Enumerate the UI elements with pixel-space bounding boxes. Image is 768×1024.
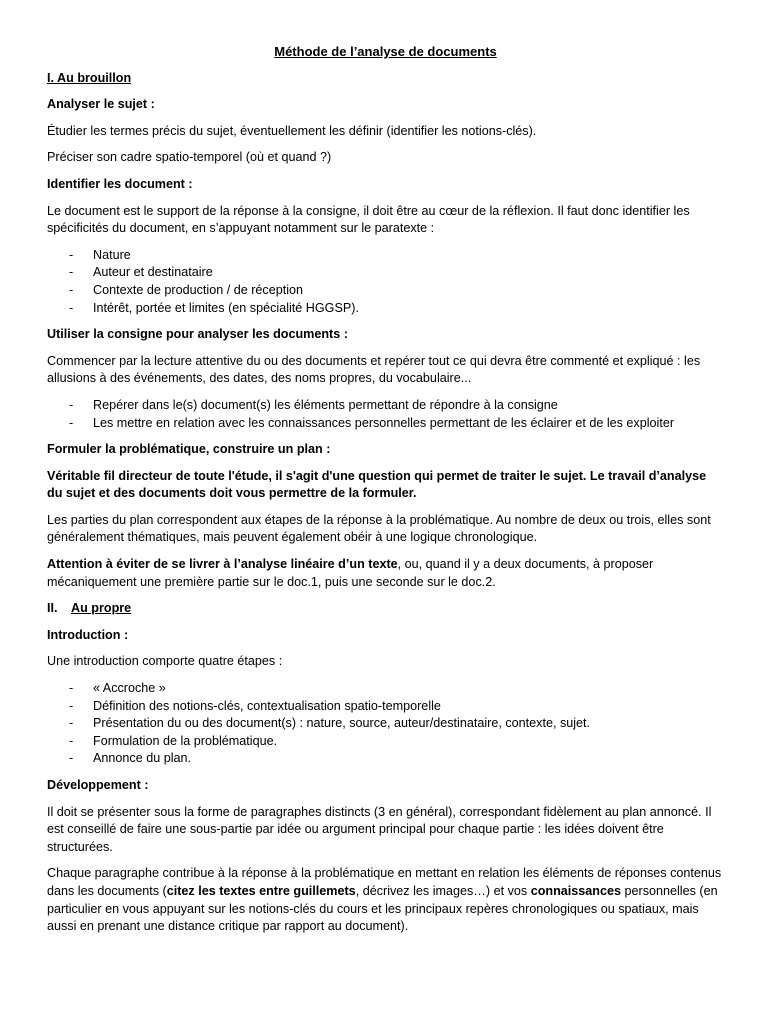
- list-item: - Auteur et destinataire: [47, 264, 724, 282]
- introduction-heading: Introduction :: [47, 627, 129, 642]
- list-item: - Définition des notions-clés, contextualisation spatio-temporelle: [47, 698, 724, 716]
- problematique-paragraph-2: Les parties du plan correspondent aux étapes de la réponse à la problématique. Au nombre de deux ou trois, elles sont généralement thématiques, mais peuvent également obéir à une logique chronologique.: [47, 512, 711, 545]
- analyser-paragraph-2: Préciser son cadre spatio-temporel (où et quand ?): [47, 150, 332, 165]
- problematique-paragraph-1: Véritable fil directeur de toute l'étude, il s'agit d'une question qui permet de traiter le sujet. Le travail d’analyse du sujet et des documents doit vous permettre de la formuler.: [47, 468, 707, 501]
- consigne-paragraph: Commencer par la lecture attentive du ou des documents et repérer tout ce qui devra être commenté et expliqué : les allusions à des événements, des dates, des noms propres, du vocabulaire...: [47, 353, 701, 386]
- section-2-title: Au propre: [71, 601, 132, 616]
- list-item: - Repérer dans le(s) document(s) les éléments permettant de répondre à la consigne: [47, 397, 724, 415]
- introduction-paragraph: Une introduction comporte quatre étapes :: [47, 654, 283, 669]
- warning-text: Attention à éviter de se livrer à l’analyse linéaire d’un texte: [47, 557, 398, 572]
- problematique-heading: Formuler la problématique, construire un plan :: [47, 442, 331, 457]
- dev-text-d: connaissances: [530, 883, 621, 898]
- list-item: - « Accroche »: [47, 680, 724, 698]
- dev-text-a: Chaque paragraphe contribue à la réponse à la problématique en mettant en relation les éléments de réponses contenus dans les documents (: [47, 866, 722, 898]
- problematique-paragraph-3: [47, 556, 724, 591]
- consigne-heading: Utiliser la consigne pour analyser les documents :: [47, 327, 348, 342]
- identifier-heading: Identifier les document :: [47, 176, 193, 191]
- section-2-heading: [47, 600, 724, 618]
- introduction-list: [47, 680, 724, 768]
- developpement-paragraph-2: [47, 865, 724, 935]
- section-2-number: II.: [47, 601, 58, 616]
- list-item: - Les mettre en relation avec les connaissances personnelles permettant de les éclairer et de les exploiter: [47, 415, 724, 433]
- analyser-heading: Analyser le sujet :: [47, 97, 155, 112]
- list-item: - Nature: [47, 247, 724, 265]
- section-1-heading: I. Au brouillon: [47, 70, 132, 85]
- dev-text-e: personnelles (en particulier en vous appuyant sur les notions-clés du cours et les principaux repères chronologiques ou spatiaux, mais aussi en prenant une distance critique par rapport au document).: [47, 883, 718, 934]
- dev-text-b: citez les textes entre guillemets: [166, 883, 356, 898]
- consigne-list: [47, 397, 724, 432]
- identifier-paragraph: Le document est le support de la réponse à la consigne, il doit être au cœur de la réflexion. Il faut donc identifier les spécificités du document, en s’appuyant notamment sur le paratexte :: [47, 203, 690, 236]
- document-title: Méthode de l’analyse de documents: [274, 44, 497, 59]
- list-item: - Formulation de la problématique.: [47, 733, 724, 751]
- list-item: - Contexte de production / de réception: [47, 282, 724, 300]
- analyser-paragraph-1: Étudier les termes précis du sujet, éventuellement les définir (identifier les notions-clés).: [47, 123, 537, 138]
- list-item: - Annonce du plan.: [47, 750, 724, 768]
- list-item: - Présentation du ou des document(s) : nature, source, auteur/destinataire, contexte, sujet.: [47, 715, 724, 733]
- warning-rest: , ou, quand il y a deux documents, à proposer mécaniquement une première partie sur le doc.1, puis une seconde sur le doc.2.: [47, 557, 654, 589]
- developpement-paragraph-1: Il doit se présenter sous la forme de paragraphes distincts (3 en général), correspondant fidèlement au plan annoncé. Il est conseillé de faire une sous-partie par idée ou argument principal pour chaque partie : les idées doivent être structurées.: [47, 804, 712, 854]
- identifier-list: [47, 247, 724, 317]
- dev-text-c: , décrivez les images…) et vos: [355, 883, 531, 898]
- list-item: - Intérêt, portée et limites (en spécialité HGGSP).: [47, 300, 724, 318]
- developpement-heading: Développement :: [47, 778, 149, 792]
